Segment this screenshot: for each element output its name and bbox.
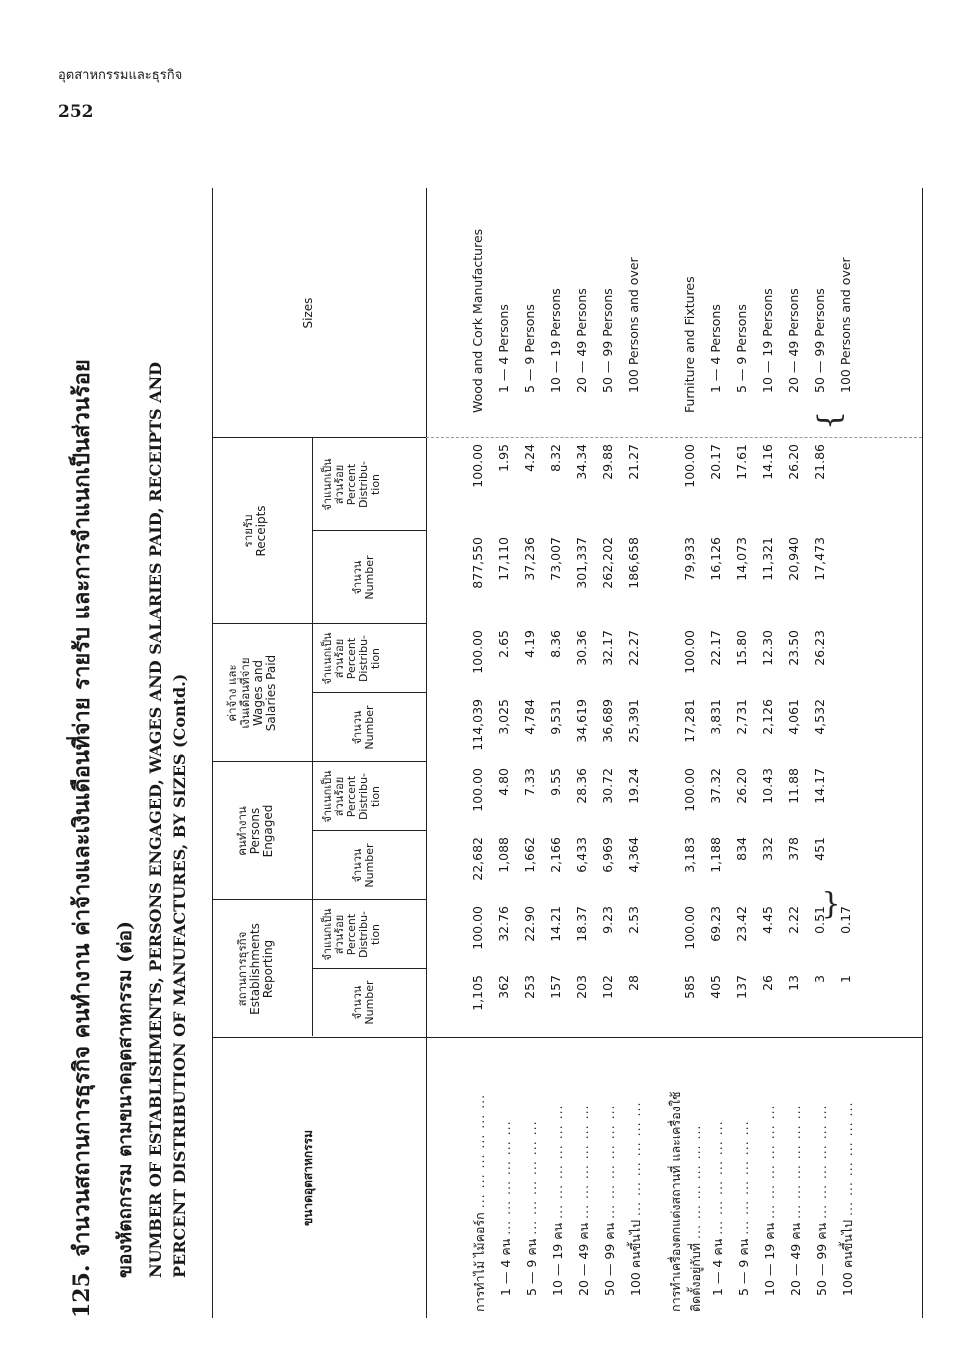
cell-percent: 26.20 [734, 768, 749, 804]
cell-percent: 0.17 [838, 906, 853, 934]
cell-number: 102 [600, 975, 615, 999]
cell-percent: 8.36 [548, 630, 563, 658]
cell-percent: 20.17 [708, 444, 723, 480]
cell-percent: 4.80 [496, 768, 511, 796]
cell-number: 25,391 [626, 699, 641, 743]
cell-percent: 14.16 [760, 444, 775, 480]
cell-number: 13 [786, 975, 801, 991]
subheader-number: จำนวน Number [351, 705, 376, 750]
subheader-number: จำนวน Number [351, 980, 376, 1025]
size-label: 5 — 9 Persons [522, 304, 537, 393]
cell-percent: 14.21 [548, 906, 563, 942]
cell-number: 301,337 [574, 537, 589, 589]
cell-percent: 22.27 [626, 630, 641, 666]
cell-percent: 32.76 [496, 906, 511, 942]
group-row-label: การทำไม้ ไม้คอร์ก ... ... ... ... ... ... [472, 1093, 487, 1312]
cell-number: 1,088 [496, 837, 511, 873]
group-size-label: Furniture and Fixtures [682, 276, 697, 413]
cell-percent: 21.27 [626, 444, 641, 480]
cell-number: 186,658 [626, 537, 641, 589]
cell-percent: 18.37 [574, 906, 589, 942]
size-row-label: 10 — 19 คน ... ... ... ... ... ... [762, 1104, 777, 1296]
subheader-number: จำนวน Number [351, 843, 376, 888]
cell-percent: 23.50 [786, 630, 801, 666]
size-label: 20 — 49 Persons [786, 288, 801, 393]
size-label: 5 — 9 Persons [734, 304, 749, 393]
cell-number: 4,364 [626, 837, 641, 873]
cell-percent: 17.61 [734, 444, 749, 480]
cell-number: 3,183 [682, 837, 697, 873]
size-label: 100 Persons and over [626, 257, 641, 393]
table-top-rule [212, 188, 213, 1318]
subheader-percent: จำแนกเป็น ส่วนร้อย Percent Distribu- tion [321, 770, 382, 823]
cell-number: 16,126 [708, 537, 723, 581]
group-size-label: Wood and Cork Manufactures [470, 228, 485, 413]
cell-number: 332 [760, 837, 775, 861]
cell-percent: 0.51 [812, 906, 827, 934]
cell-percent: 12.30 [760, 630, 775, 666]
cell-percent: 100.00 [682, 444, 697, 488]
header-bottom-rule [426, 188, 427, 1318]
group-header-receipts: รายรับ Receipts [241, 505, 268, 557]
cell-percent: 22.90 [522, 906, 537, 942]
cell-percent: 4.24 [522, 444, 537, 472]
title-english-line-2: PERCENT DISTRIBUTION OF MANUFACTURES, BY SIZES (Contd.) [170, 673, 189, 1278]
group-header-rule [312, 438, 313, 1036]
cell-percent: 28.36 [574, 768, 589, 804]
cell-number: 14,073 [734, 537, 749, 581]
size-row-label: 5 — 9 คน ... ... ... ... ... ... [736, 1120, 751, 1296]
cell-percent: 11.88 [786, 768, 801, 804]
title-thai-line-2: ของหัตถกรรม ตามขนาดอุตสาหกรรม (ต่อ) [114, 921, 136, 1278]
cell-percent: 9.55 [548, 768, 563, 796]
cell-percent: 32.17 [600, 630, 615, 666]
cell-number: 1,662 [522, 837, 537, 873]
size-label: 20 — 49 Persons [574, 288, 589, 393]
cell-number: 6,433 [574, 837, 589, 873]
cell-number: 4,784 [522, 699, 537, 735]
cell-percent: 4.19 [522, 630, 537, 658]
cell-percent: 7.33 [522, 768, 537, 796]
cell-percent: 26.20 [786, 444, 801, 480]
cell-percent: 100.00 [682, 768, 697, 812]
cell-number: 20,940 [786, 537, 801, 581]
title-thai-line-1: 125. จำนวนสถานการธุรกิจ คนทำงาน ค่าจ้างและเงินเดือนที่จ่าย รายรับ และการจำแนกเป็นส่วนร้อย [69, 359, 95, 1318]
cell-percent: 100.00 [682, 630, 697, 674]
cell-number: 451 [812, 837, 827, 861]
cell-percent: 34.34 [574, 444, 589, 480]
cell-number: 9,531 [548, 699, 563, 735]
merge-brace: { [812, 410, 847, 430]
cell-number: 1 [838, 975, 853, 983]
subheader-percent: จำแนกเป็น ส่วนร้อย Percent Distribu- tion [321, 632, 382, 685]
merge-brace: } [821, 886, 841, 922]
group-header-establishments: สถานการธุรกิจ Establishments Reporting [235, 923, 275, 1015]
cell-number: 262,202 [600, 537, 615, 589]
cell-percent: 30.36 [574, 630, 589, 666]
cell-percent: 69.23 [708, 906, 723, 942]
size-row-label: 10 — 19 คน ... ... ... ... ... ... [550, 1104, 565, 1296]
cell-number: 28 [626, 975, 641, 991]
cell-percent: 100.00 [470, 768, 485, 812]
cell-number: 114,039 [470, 699, 485, 751]
cell-percent: 8.32 [548, 444, 563, 472]
cell-number: 26 [760, 975, 775, 991]
cell-percent: 9.23 [600, 906, 615, 934]
size-label: 50 — 99 Persons [600, 288, 615, 393]
title-english-line-1: NUMBER OF ESTABLISHMENTS, PERSONS ENGAGED, WAGES AND SALARIES PAID, RECEIPTS AND [146, 361, 165, 1278]
size-row-label: 5 — 9 คน ... ... ... ... ... ... [524, 1120, 539, 1296]
page-number: 252 [58, 102, 94, 122]
cell-number: 2,166 [548, 837, 563, 873]
cell-number: 378 [786, 837, 801, 861]
cell-number: 73,007 [548, 537, 563, 581]
cell-number: 253 [522, 975, 537, 999]
size-label: 50 — 99 Persons [812, 288, 827, 393]
rotated-table-page [62, 148, 922, 1318]
cell-number: 34,619 [574, 699, 589, 743]
cell-number: 17,473 [812, 537, 827, 581]
size-row-label: 1 — 4 คน ... ... ... ... ... ... [710, 1120, 725, 1296]
cell-number: 834 [734, 837, 749, 861]
cell-number: 3,025 [496, 699, 511, 735]
cell-percent: 30.72 [600, 768, 615, 804]
cell-percent: 100.00 [682, 906, 697, 950]
cell-percent: 2.22 [786, 906, 801, 934]
table-title-block [62, 148, 227, 1318]
cell-number: 6,969 [600, 837, 615, 873]
cell-percent: 2.53 [626, 906, 641, 934]
cell-percent: 29.88 [600, 444, 615, 480]
cell-number: 877,550 [470, 537, 485, 589]
size-row-label: 50 — 99 คน ... ... ... ... ... ... [814, 1104, 829, 1296]
size-label: 10 — 19 Persons [548, 288, 563, 393]
cell-number: 79,933 [682, 537, 697, 581]
cell-number: 2,731 [734, 699, 749, 735]
size-row-label: 100 คนขึ้นไป ... ... ... ... ... ... [628, 1101, 643, 1296]
cell-number: 22,682 [470, 837, 485, 881]
subheader-percent: จำแนกเป็น ส่วนร้อย Percent Distribu- tion [321, 908, 382, 961]
size-label: 1 — 4 Persons [496, 304, 511, 393]
cell-percent: 100.00 [470, 630, 485, 674]
cell-percent: 19.24 [626, 768, 641, 804]
statistics-table [212, 148, 932, 1318]
cell-number: 4,061 [786, 699, 801, 735]
size-label: 1 — 4 Persons [708, 304, 723, 393]
running-header: อุตสาหกรรมและธุรกิจ [58, 68, 183, 83]
group-header-persons: คนทำงาน Persons Engaged [235, 804, 275, 858]
cell-percent: 21.86 [812, 444, 827, 480]
cell-number: 585 [682, 975, 697, 999]
right-stub-header: Sizes [301, 297, 315, 329]
cell-number: 17,110 [496, 537, 511, 581]
size-row-label: 50 — 99 คน ... ... ... ... ... ... [602, 1104, 617, 1296]
cell-number: 362 [496, 975, 511, 999]
left-stub-header: ขนาดอุตสาหกรรม [301, 1130, 315, 1226]
cell-number: 3 [812, 975, 827, 983]
table-bottom-rule [922, 188, 923, 1318]
cell-percent: 22.17 [708, 630, 723, 666]
size-label: 10 — 19 Persons [760, 288, 775, 393]
subheader-number: จำนวน Number [351, 555, 376, 600]
cell-number: 203 [574, 975, 589, 999]
cell-percent: 10.43 [760, 768, 775, 804]
cell-number: 2,126 [760, 699, 775, 735]
cell-number: 137 [734, 975, 749, 999]
cell-number: 1,188 [708, 837, 723, 873]
cell-number: 405 [708, 975, 723, 999]
cell-percent: 15.80 [734, 630, 749, 666]
cell-number: 11,321 [760, 537, 775, 581]
size-row-label: 1 — 4 คน ... ... ... ... ... ... [498, 1120, 513, 1296]
cell-number: 157 [548, 975, 563, 999]
cell-number: 17,281 [682, 699, 697, 743]
size-row-label: 100 คนขึ้นไป ... ... ... ... ... ... [840, 1101, 855, 1296]
cell-percent: 26.23 [812, 630, 827, 666]
cell-number: 36,689 [600, 699, 615, 743]
group-row-label: การทำเครื่องตกแต่งสถานที่ และเครื่องใช้ ติดตั้งอยู่กับที่ ... ... ... ... ... ... [668, 1091, 703, 1312]
cell-percent: 23.42 [734, 906, 749, 942]
cell-percent: 4.45 [760, 906, 775, 934]
cell-percent: 100.00 [470, 906, 485, 950]
size-row-label: 20 — 49 คน ... ... ... ... ... ... [576, 1104, 591, 1296]
cell-percent: 2.65 [496, 630, 511, 658]
subheader-percent: จำแนกเป็น ส่วนร้อย Percent Distribu- tion [321, 458, 382, 511]
size-row-label: 20 — 49 คน ... ... ... ... ... ... [788, 1104, 803, 1296]
cell-number: 37,236 [522, 537, 537, 581]
group-header-wages: ค่าจ้าง และ เงินเดือนที่จ่าย Wages and Salaries Paid [225, 654, 278, 732]
cell-percent: 100.00 [470, 444, 485, 488]
size-label: 100 Persons and over [838, 257, 853, 393]
cell-number: 4,532 [812, 699, 827, 735]
col-divider-dashed [426, 437, 922, 438]
cell-number: 3,831 [708, 699, 723, 735]
cell-percent: 1.95 [496, 444, 511, 472]
cell-percent: 37.32 [708, 768, 723, 804]
cell-percent: 14.17 [812, 768, 827, 804]
cell-number: 1,105 [470, 975, 485, 1011]
